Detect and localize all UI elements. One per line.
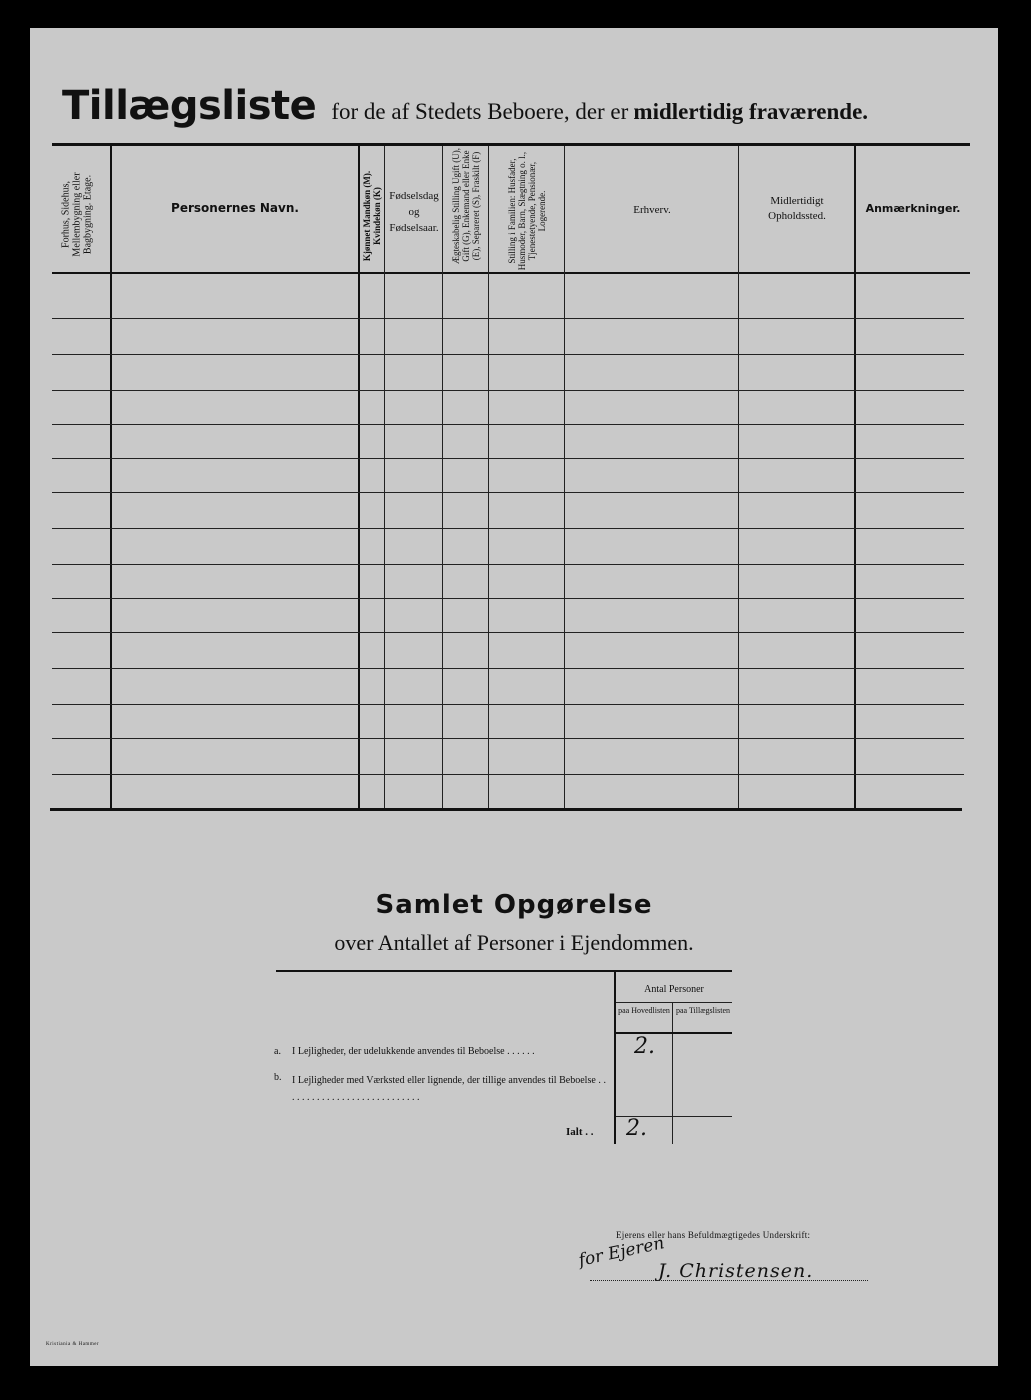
- title-rest: for de af Stedets Beboere, der er: [331, 99, 629, 124]
- header-residence: [740, 194, 854, 224]
- signature-label: Ejerens eller hans Befuldmægtigedes Underskrift:: [616, 1230, 811, 1240]
- col-hoved: paa Hovedlisten: [618, 1006, 670, 1015]
- header-birth: [386, 188, 442, 236]
- header-residence-line1: Midlertidigt: [770, 195, 824, 207]
- summary-title: Samlet Opgørelse: [375, 890, 653, 920]
- page-title: [62, 83, 1002, 129]
- header-marital: Ægteskabelig Stilling Ugift (U), Gift (G), Enkemand eller Enke (E), Separeret (S), Fraskilt (F): [451, 148, 481, 264]
- row-a-label: a.: [274, 1046, 281, 1057]
- census-sheet: [30, 28, 998, 1366]
- header-building: Forhus, Sidehus, Mellembygning eller Bagbygning. Etage.: [60, 172, 94, 257]
- header-birth-line2: og: [408, 206, 420, 218]
- title-main: Tillægsliste: [62, 83, 317, 129]
- ialt-label: Ialt . .: [566, 1126, 594, 1138]
- signature-line2: J. Christensen.: [658, 1260, 814, 1282]
- col-tillaeg: paa Tillægslisten: [675, 1006, 730, 1015]
- antal-header: Antal Personer: [644, 984, 704, 995]
- header-birth-line1: Fødselsdag: [389, 190, 439, 202]
- header-residence-line2: Opholdssted.: [768, 210, 826, 222]
- signature-line1: for Ejeren: [576, 1233, 667, 1271]
- header-names: Personernes Navn.: [171, 201, 299, 215]
- header-family: Stilling i Familien: Husfader, Husmoder, Barn, Slægtning o. l., Tjenestetyende, Pensionær, Logerende.: [507, 151, 547, 271]
- header-remarks: Anmærkninger.: [865, 202, 961, 215]
- header-birth-line3: Fødselsaar.: [389, 222, 439, 234]
- header-occupation: Erhverv.: [633, 204, 671, 216]
- summary-subtitle: over Antallet af Personer i Ejendommen.: [334, 930, 694, 955]
- ialt-value: 2.: [626, 1116, 647, 1141]
- title-bold: midlertidig fraværende.: [633, 99, 869, 124]
- row-b-label: b.: [274, 1072, 282, 1083]
- header-sex: Kjønnet Mandkøn (M). Kvindekøn (K): [362, 170, 382, 262]
- row-a-value: 2.: [634, 1034, 655, 1059]
- printer-mark: Kristiania & Hammer: [46, 1342, 100, 1347]
- row-a-text: I Lejligheder, der udelukkende anvendes til Beboelse . . . . . .: [292, 1046, 535, 1057]
- row-b-text: I Lejligheder med Værksted eller lignende, der tillige anvendes til Beboelse . . . . . . . . . . . . . . . . . . . . . . . . . . . .: [292, 1075, 606, 1103]
